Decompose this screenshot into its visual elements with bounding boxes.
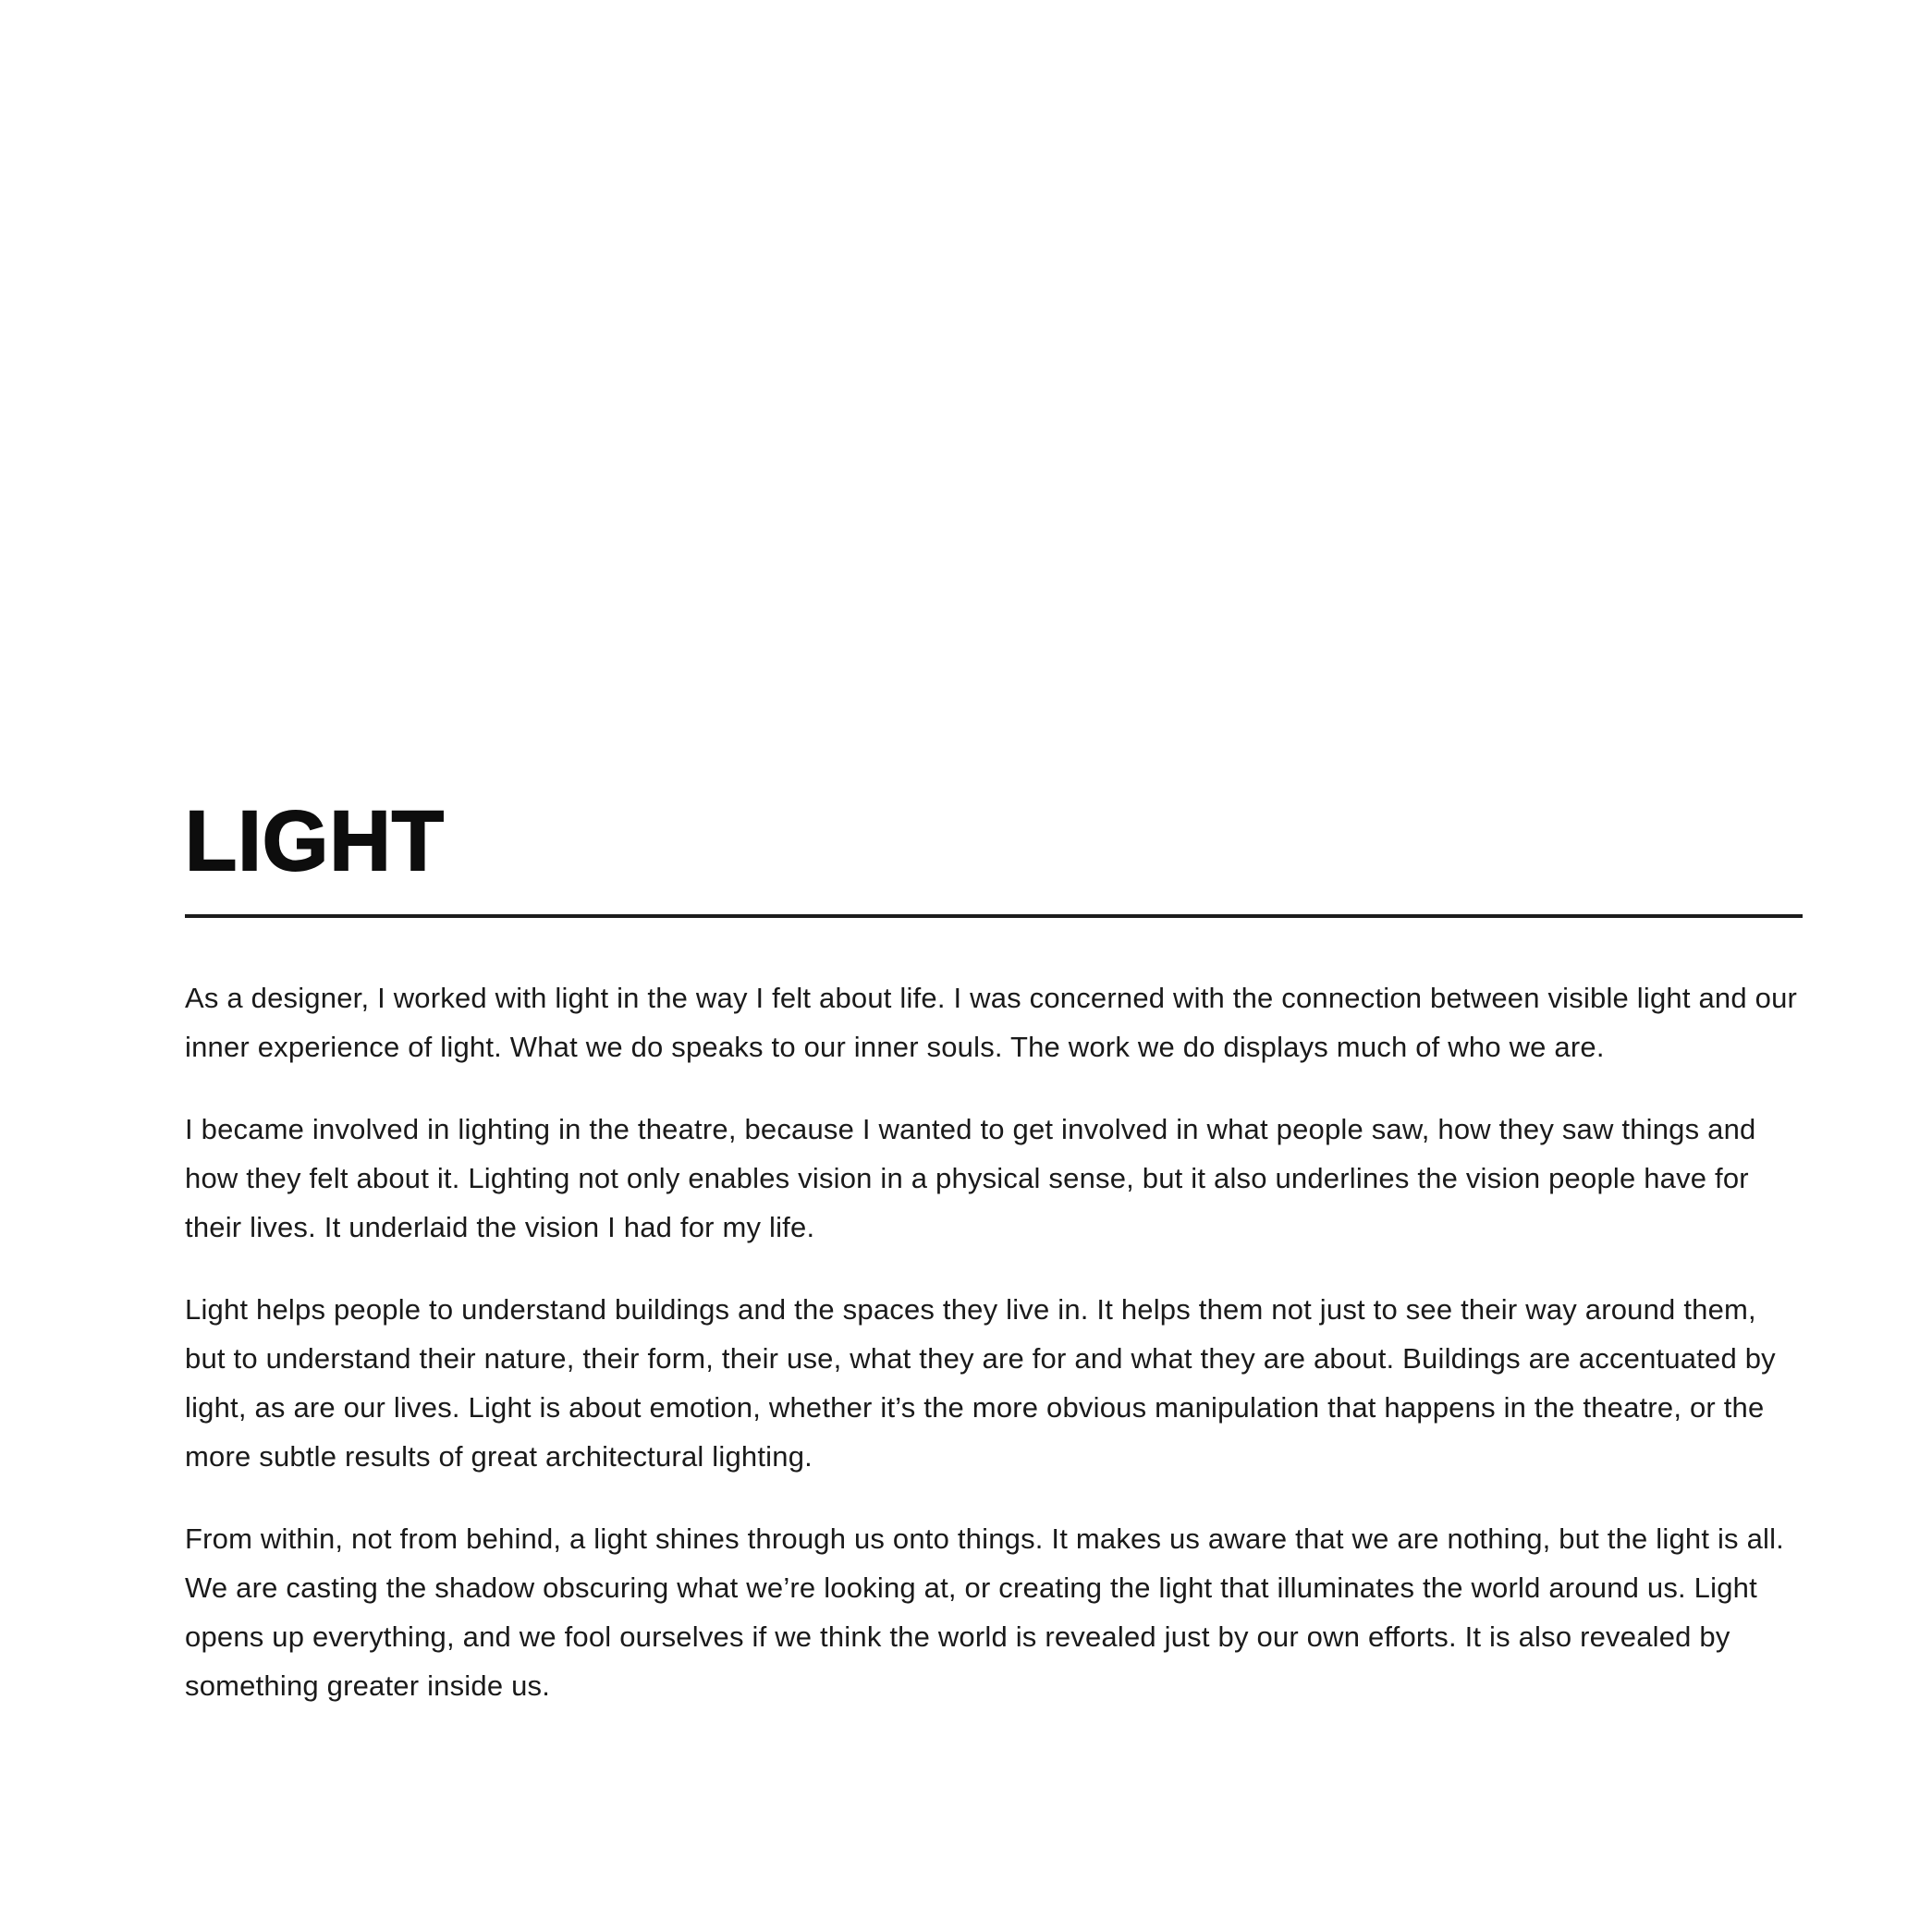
page-content bbox=[185, 0, 1803, 1710]
body-text bbox=[185, 973, 1803, 1710]
page-title: LIGHT bbox=[185, 794, 445, 888]
paragraph-1: As a designer, I worked with light in the way I felt about life. I was concerned with the connection between visible light and our inner experience of light. What we do speaks to our inner souls. The work we do displays much of who we are. bbox=[185, 981, 1798, 1063]
paragraph-4: From within, not from behind, a light shines through us onto things. It makes us aware that we are nothing, but the light is all. We are casting the shadow obscuring what we’re looking at, or creating the light that illuminates the world around us. Light opens up everything, and we fool ourselves if we think the world is revealed just by our own efforts. It is also revealed by something greater inside us. bbox=[185, 1522, 1784, 1702]
paragraph-3: Light helps people to understand buildings and the spaces they live in. It helps them not just to see their way around them, but to understand their nature, their form, their use, what they are for and what they are about. Buildings are accentuated by light, as are our lives. Light is about emotion, whether it’s the more obvious manipulation that happens in the theatre, or the more subtle results of great architectural lighting. bbox=[185, 1292, 1776, 1473]
paragraph-2: I became involved in lighting in the theatre, because I wanted to get involved in what people saw, how they saw things and how they felt about it. Lighting not only enables vision in a physical sense, but it also underlines the vision people have for their lives. It underlaid the vision I had for my life. bbox=[185, 1112, 1756, 1243]
title-divider bbox=[185, 914, 1803, 918]
